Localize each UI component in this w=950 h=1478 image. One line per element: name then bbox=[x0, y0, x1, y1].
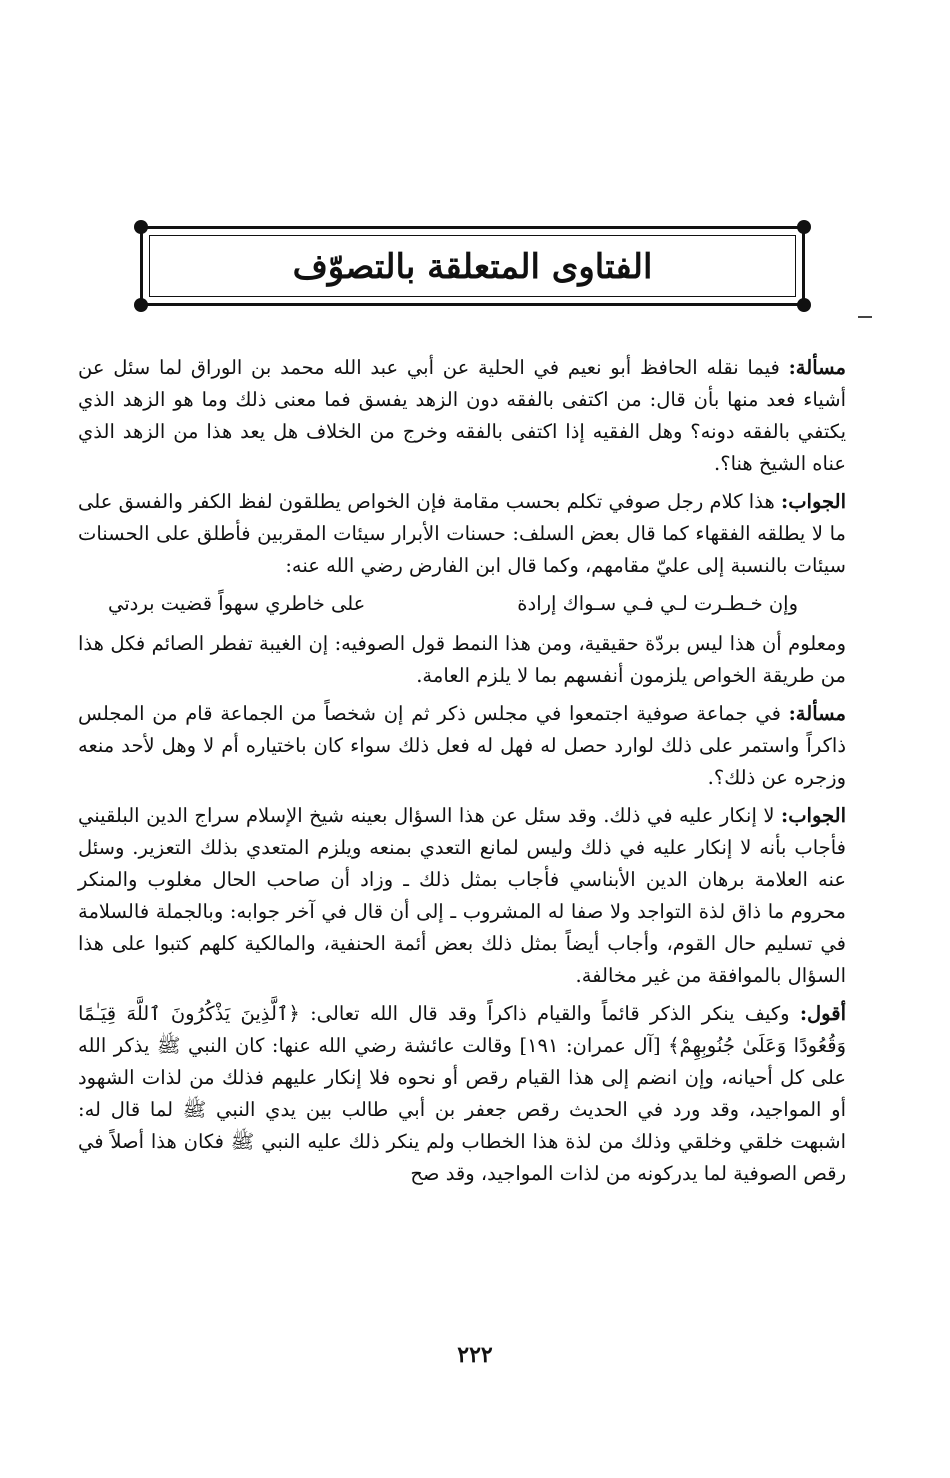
paragraph-label: الجواب: bbox=[781, 490, 846, 513]
paragraph-text: وكيف ينكر الذكر قائماً والقيام ذاكراً وقد قال الله تعالى: ﴿ٱلَّذِينَ يَذْكُرُونَ ٱللَّهَ قِيَـٰمًا وَقُعُودًا وَعَلَىٰ جُنُوبِهِمْ﴾ [آل عمران: ١٩١] وقالت عائشة رضي الله عنها: كان النبي ﷺ يذكر الله على كل أحيانه، وإن انضم إلى هذا القيام رقص أو نحوه فلا إنكار عليهم فذلك من لذات الشهود أو المواجيد، وقد ورد في الحديث رقص جعفر بن أبي طالب بين يدي النبي ﷺ لما قال له: اشبهت خلقي وخلقي وذلك من لذة هذا الخطاب ولم ينكر ذلك عليه النبي ﷺ فكان هذا أصلاً في رقص الصوفية لما يدركونه من لذات المواجيد، وقد صح bbox=[78, 1002, 846, 1185]
chapter-title-frame bbox=[140, 226, 805, 306]
paragraph-text: في جماعة صوفية اجتمعوا في مجلس ذكر ثم إن شخصاً من الجماعة قام من المجلس ذاكراً واستمر على ذلك لوارد حصل له فهل له فعل ذلك سواء كان باختياره أم لا وهل لأحد منعه وزجره عن ذلك؟. bbox=[78, 702, 846, 789]
paragraph bbox=[78, 628, 846, 692]
page-number: ٢٢٢ bbox=[457, 1342, 493, 1368]
paragraph-text: لا إنكار عليه في ذلك. وقد سئل عن هذا السؤال بعينه شيخ الإسلام سراج الدين البلقيني فأجاب بأنه لا إنكار عليه في ذلك وليس لمانع التعدي بمنعه ويلزم المتعدي بذلك التعزير. وسئل عنه العلامة برهان الدين الأبناسي فأجاب بمثل ذلك ـ وزاد أن صاحب الحال مغلوب والمنكر محروم ما ذاق لذة التواجد ولا صفا له المشروب ـ إلى أن قال في آخر جوابه: وبالجملة فالسلامة في تسليم حال القوم، وأجاب أيضاً بمثل ذلك بعض أئمة الحنفية، والمالكية كلهم كتبوا على هذا السؤال بالموافقة من غير مخالفة. bbox=[78, 804, 846, 987]
paragraph bbox=[78, 486, 846, 582]
ornament-corner bbox=[797, 220, 811, 234]
paragraph bbox=[78, 698, 846, 794]
paragraph-text: ومعلوم أن هذا ليس بردّة حقيقية، ومن هذا النمط قول الصوفيه: إن الغيبة تفطر الصائم فكل هذا من طريقة الخواص يلزمون أنفسهم بما لا يلزم العامة. bbox=[78, 632, 846, 687]
ornament-corner bbox=[797, 298, 811, 312]
page-body bbox=[78, 352, 846, 1196]
poem-verse bbox=[78, 588, 846, 620]
verse-second-hemistich: على خاطري سهواً قضيت بردتي bbox=[108, 592, 366, 615]
verse-first-hemistich: وإن خـطـرت لـي فـي سـواك إرادة bbox=[517, 592, 798, 615]
paragraph-label: مسألة: bbox=[788, 356, 846, 379]
paragraph bbox=[78, 800, 846, 992]
paragraph bbox=[78, 352, 846, 480]
paragraph bbox=[78, 998, 846, 1190]
chapter-title: الفتاوى المتعلقة بالتصوّف bbox=[292, 247, 653, 287]
ornament-corner bbox=[134, 298, 148, 312]
paragraph-label: الجواب: bbox=[781, 804, 846, 827]
paragraph-text: هذا كلام رجل صوفي تكلم بحسب مقامة فإن الخواص يطلقون لفظ الكفر والفسق على ما لا يطلقه الفقهاء كما قال بعض السلف: حسنات الأبرار سيئات المقربين فأطلق على الحسنات سيئات بالنسبة إلى عليّ مقامهم، وكما قال ابن الفارض رضي الله عنه: bbox=[78, 490, 846, 577]
margin-mark bbox=[858, 316, 872, 318]
ornament-corner bbox=[134, 220, 148, 234]
paragraph-label: أقول: bbox=[799, 1002, 846, 1025]
paragraph-text: فيما نقله الحافظ أبو نعيم في الحلية عن أبي عبد الله محمد بن الوراق لما سئل عن أشياء فعد منها بأن قال: من اكتفى بالفقه دون الزهد يفسق فما معنى ذلك وما هو الزهد الذي يكتفي بالفقه دونه؟ وهل الفقيه إذا اكتفى بالفقه وخرج من الخلاف هل يعد هذا من الزهد الذي عناه الشيخ هنا؟. bbox=[78, 356, 846, 475]
paragraph-label: مسألة: bbox=[788, 702, 846, 725]
